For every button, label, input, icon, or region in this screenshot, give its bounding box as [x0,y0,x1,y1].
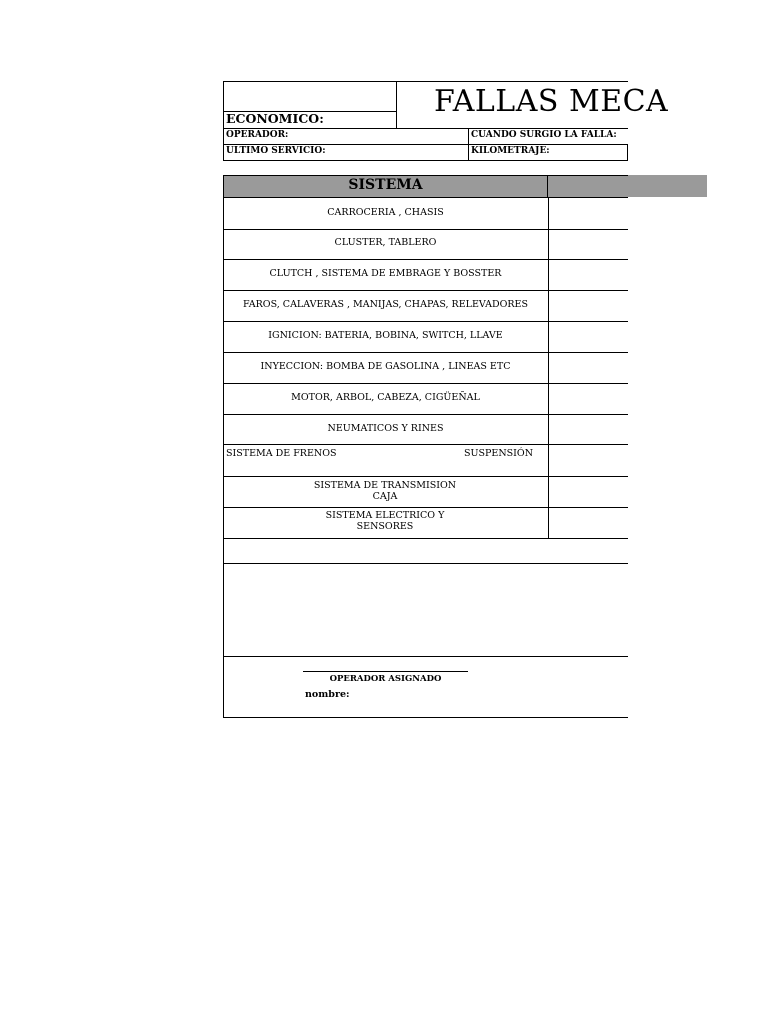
row-motor: MOTOR, ARBOL, CABEZA, CIGÜEÑAL [291,392,480,403]
row-inyeccion: INYECCION: BOMBA DE GASOLINA , LINEAS ETC [260,361,511,372]
operador-label: OPERADOR: [226,130,289,140]
row-faros: FAROS, CALAVERAS , MANIJAS, CHAPAS, RELEVADORES [243,299,528,310]
signature-line [303,671,468,672]
operador-asignado-label: OPERADOR ASIGNADO [329,674,442,684]
row-transmision-line2: CAJA [372,491,398,502]
row-carroceria: CARROCERIA , CHASIS [327,207,444,218]
row-frenos: SISTEMA DE FRENOS [226,448,337,459]
row-suspension: SUSPENSIÓN [464,448,534,459]
cuando-surgio-label: CUANDO SURGIO LA FALLA: [471,130,617,140]
sistema-header: SISTEMA [348,177,423,193]
kilometraje-label: KILOMETRAJE: [471,146,550,156]
ultimo-servicio-label: ULTIMO SERVICIO: [226,146,326,156]
page-title: FALLAS MECA [434,84,669,119]
nombre-label: nombre: [305,689,350,700]
row-cluster: CLUSTER, TABLERO [334,237,437,248]
row-neumaticos: NEUMATICOS Y RINES [327,423,444,434]
row-transmision-line1: SISTEMA DE TRANSMISION [313,480,457,491]
row-clutch: CLUTCH , SISTEMA DE EMBRAGE Y BOSSTER [269,268,502,279]
row-electrico-line1: SISTEMA ELECTRICO Y [325,510,445,521]
row-electrico-line2: SENSORES [356,521,414,532]
economico-label: ECONOMICO: [226,111,324,126]
row-ignicion: IGNICION: BATERIA, BOBINA, SWITCH, LLAVE [268,330,503,341]
